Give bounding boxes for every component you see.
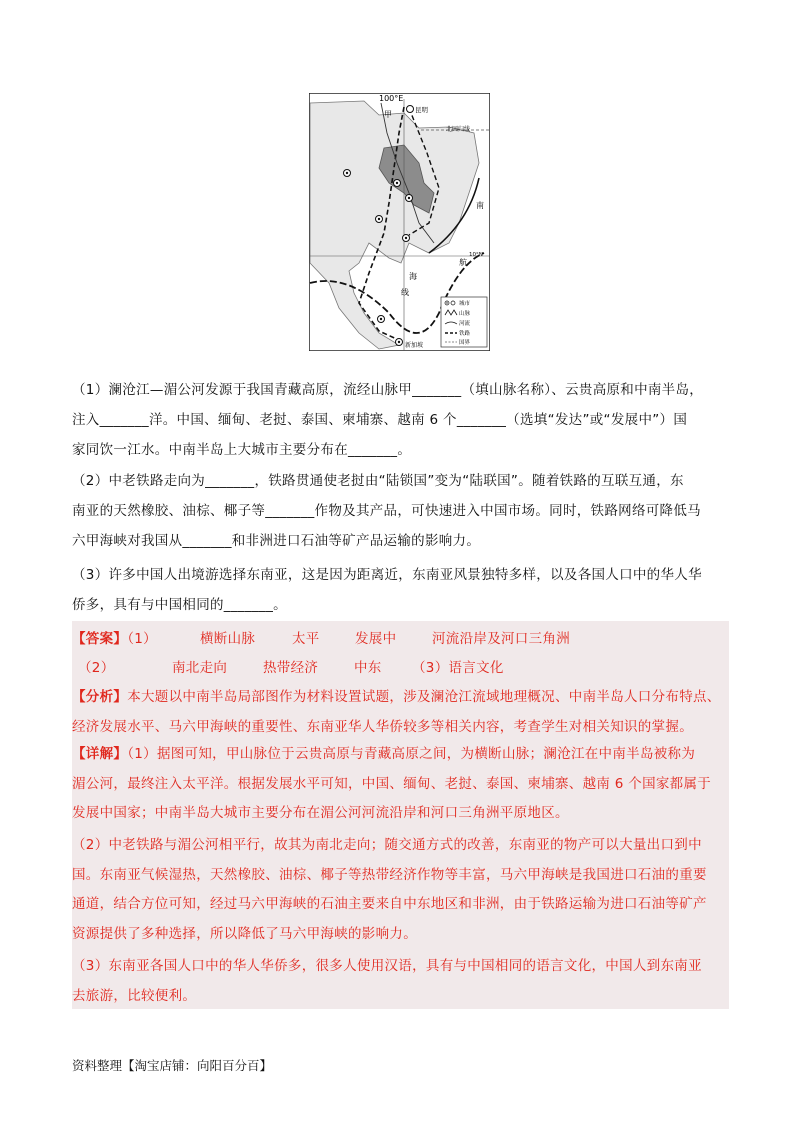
detail-p3-line-2: 去旅游，比较便利。 (72, 987, 197, 1004)
question-3 (72, 560, 732, 620)
city-label-singapore: 新加坡 (405, 342, 424, 349)
detail-section-1 (72, 740, 726, 829)
question-1 (72, 375, 732, 465)
detail-section-2 (72, 831, 726, 949)
detail-section-3 (72, 952, 726, 1011)
answer-1-level: 发展中 (355, 631, 397, 647)
answer-1-ocean: 太平 (292, 631, 320, 647)
question-2 (72, 466, 732, 556)
detail-p2-line-2: 国。东南亚气候湿热，天然橡胶、油棕、椰子等热带经济作物等丰富，马六甲海峡是我国进口石油的重要 (72, 866, 707, 883)
question-3-line-2: 侨多，具有与中国相同的_______。 (72, 597, 287, 613)
tropic-label: 北回归线 (446, 126, 471, 133)
detail-p2-line-1: （2）中老铁路与湄公河相平行，故其为南北走向；随交通方式的改善，东南亚的物产可以大量出口到中 (72, 837, 702, 853)
lane-label-hang: 航 (459, 258, 467, 267)
detail-p3-line-1: （3）东南亚各国人口中的华人华侨多，很多人使用汉语，具有与中国相同的语言文化，中国人到东南亚 (72, 958, 702, 974)
detail-tag: 【详解】 (72, 746, 128, 762)
answer-2-region: 中东 (354, 660, 382, 676)
sea-label-hai: 海 (409, 272, 417, 281)
map-legend (441, 297, 487, 347)
detail-p1-line-1: （1）据图可知，甲山脉位于云贵高原与青藏高原之间，为横断山脉；澜沧江在中南半岛被称为 (127, 746, 696, 762)
mountain-label-jia: 甲 (384, 110, 392, 119)
analysis-line-2: 经济发展水平、马六甲海峡的重要性、东南亚华人华侨较多等相关内容，考查学生对相关知识的掌握。 (72, 718, 693, 735)
answer-3: （3）语言文化 (412, 660, 504, 676)
detail-p1-line-3: 发展中国家；中南半岛大城市主要分布在湄公河河流沿岸和河口三角洲平原地区。 (72, 805, 569, 821)
question-3-line-1: （3）许多中国人出境游选择东南亚，这是因为距离近，东南亚风景独特多样，以及各国人口中的华人华 (72, 567, 702, 583)
footer-source: 资料整理【淘宝店铺：向阳百分百】 (72, 1058, 273, 1073)
question-1-line-1: （1）澜沧江—湄公河发源于我国青藏高原，流经山脉甲_______（填山脉名称）、云贵高原和中南半岛， (72, 382, 704, 398)
answer-tag: 【答案】 (72, 631, 128, 647)
legend-city: 城市 (459, 301, 471, 307)
detail-p2-line-3: 通道，结合方位可知，经过马六甲海峡的石油主要来自中东地区和非洲，由于铁路运输为进口石油等矿产 (72, 896, 707, 912)
answer-1-mountain: 横断山脉 (200, 631, 256, 647)
question-1-line-2: 注入_______洋。中国、缅甸、老挝、泰国、柬埔寨、越南 6 个_______（选填“发达”或“发展中”）国 (72, 412, 688, 428)
sea-label-nan: 南 (476, 201, 484, 210)
answer-2-crop: 热带经济 (263, 660, 319, 676)
legend-border: 国界 (459, 340, 471, 346)
city-label-kunming: 昆明 (415, 106, 428, 114)
question-1-line-3: 家同饮一江水。中南半岛上大城市主要分布在_______。 (72, 442, 412, 458)
question-2-line-2: 南亚的天然橡胶、油棕、椰子等_______作物及其产品，可快速进入中国市场。同时，铁路网络可降低马 (72, 503, 701, 519)
legend-river: 河流 (459, 321, 471, 327)
answer-row-1 (72, 627, 157, 647)
latitude-label-10n: 10°N (469, 252, 483, 258)
detail-p1-line-2: 湄公河，最终注入太平洋。根据发展水平可知，中国、缅甸、老挝、泰国、柬埔寨、越南 6 个国家都属于 (72, 775, 712, 792)
analysis-line-1: 本大题以中南半岛局部图作为材料设置试题，涉及澜沧江流域地理概况、中南半岛人口分布特点、 (127, 689, 721, 705)
question-2-line-3: 六甲海峡对我国从_______和非洲进口石油等矿产品运输的影响力。 (72, 533, 481, 549)
answer-2-num: （2） (78, 660, 115, 676)
analysis-section (72, 683, 726, 742)
lane-label-xian: 线 (401, 288, 409, 297)
analysis-tag: 【分析】 (72, 689, 128, 705)
southeast-asia-map (309, 93, 490, 351)
question-2-line-1: （2）中老铁路走向为_______，铁路贯通使老挝由“陆锁国”变为“陆联国”。随着铁路的互联互通，东 (72, 473, 684, 489)
answer-1-num: （1） (127, 631, 157, 647)
answer-1-distribution: 河流沿岸及河口三角洲 (432, 631, 570, 647)
legend-mountain: 山脉 (459, 311, 471, 317)
detail-p2-line-4: 资源提供了多种选择，所以降低了马六甲海峡的影响力。 (72, 925, 417, 942)
answer-2-direction: 南北走向 (172, 660, 228, 676)
meridian-label: 100°E (379, 94, 404, 103)
legend-railway: 铁路 (459, 331, 471, 337)
